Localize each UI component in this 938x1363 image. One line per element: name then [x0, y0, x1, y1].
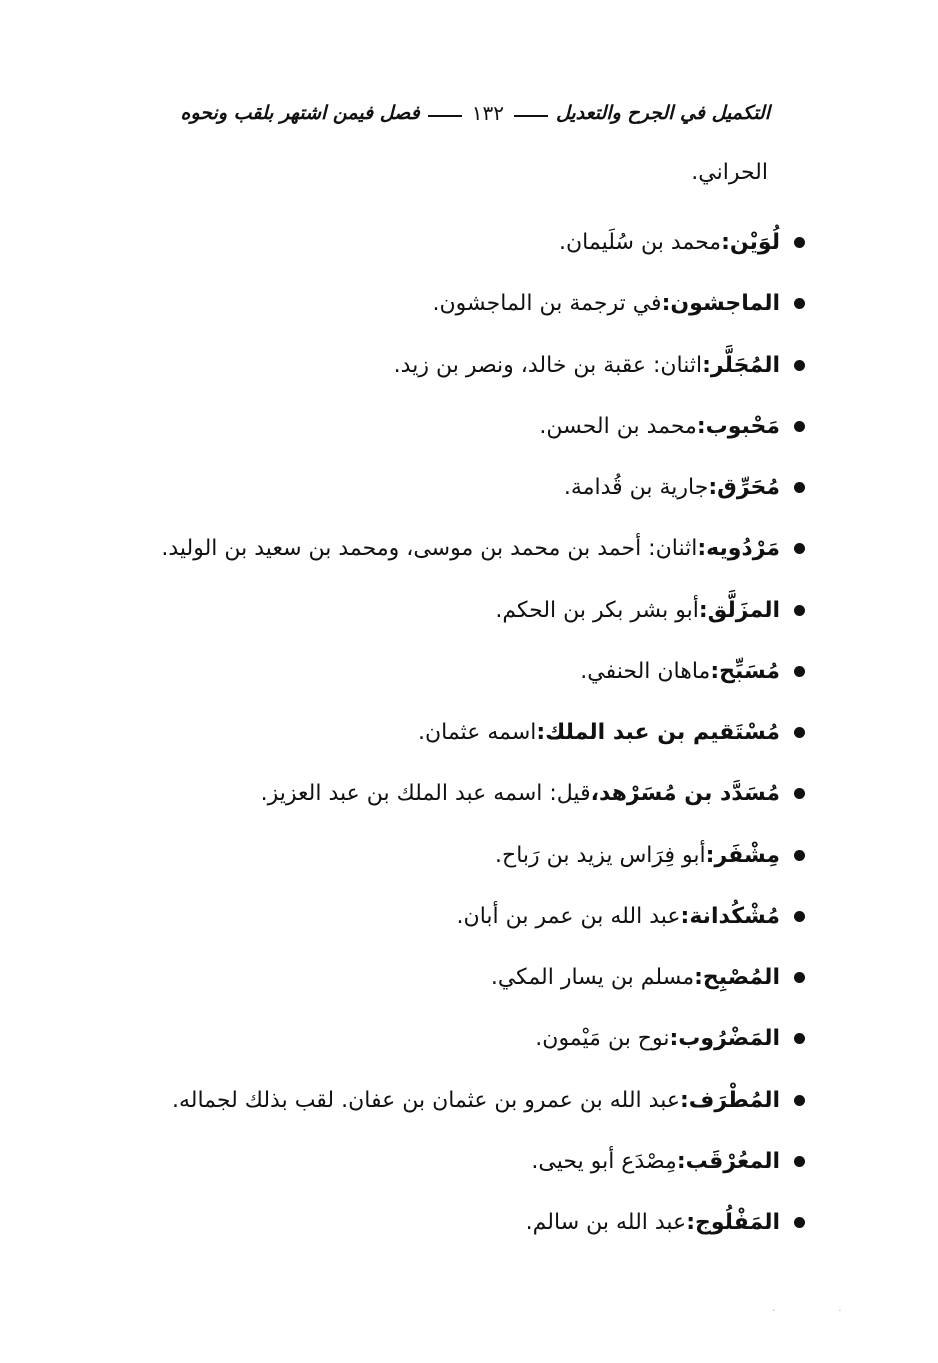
bullet-icon — [794, 237, 805, 248]
list-item — [0, 1070, 938, 1131]
list-item — [0, 702, 938, 763]
entry-term: المُجَلَّر: — [702, 352, 780, 378]
entry-text: عبد الله بن عمر بن أبان. — [456, 903, 681, 929]
entry-text: أبو بشر بكر بن الحكم. — [495, 597, 699, 623]
entry-term: مُسَبِّح: — [710, 658, 780, 684]
entry-term: المزَلَّق: — [698, 597, 780, 623]
list-item — [0, 947, 938, 1008]
entry-text: عبد الله بن عمرو بن عثمان بن عفان. لقب بذلك لجماله. — [171, 1087, 680, 1113]
entry-term: الماجشون: — [661, 291, 780, 317]
continuation-text: الحراني. — [691, 160, 768, 185]
section-title: فصل فيمن اشتهر بلقب ونحوه — [180, 102, 420, 124]
entry-term: مُحَرِّق: — [708, 475, 780, 501]
entry-text: اسمه عثمان. — [417, 720, 537, 746]
book-title: التكميل في الجرح والتعديل — [555, 102, 770, 124]
scan-specks: · · — [772, 1306, 872, 1317]
list-item — [0, 825, 938, 886]
entry-text: ماهان الحنفي. — [580, 658, 711, 684]
entry-term: مُشْكُدانة: — [680, 903, 780, 929]
entry-text: قيل: اسمه عبد الملك بن عبد العزيز. — [260, 781, 591, 807]
entry-term: المُطْرَف: — [679, 1087, 780, 1113]
entry-text: مسلم بن يسار المكي. — [490, 965, 695, 991]
entry-term: مُسْتَقيم بن عبد الملك: — [536, 720, 780, 746]
bullet-icon — [794, 666, 805, 677]
bullet-icon — [794, 972, 805, 983]
bullet-icon — [794, 1033, 805, 1044]
entry-text: محمد بن سُلَيمان. — [559, 230, 722, 256]
entry-text: محمد بن الحسن. — [539, 413, 697, 439]
entry-term: المُصْبِح: — [694, 965, 780, 991]
entry-text: اثنان: أحمد بن محمد بن موسى، ومحمد بن سعيد بن الوليد. — [161, 536, 698, 562]
entry-term: مَرْدُويه: — [697, 536, 780, 562]
header-dash — [428, 115, 462, 117]
bullet-icon — [794, 1217, 805, 1228]
entry-term: لُوَيْن: — [721, 230, 780, 256]
bullet-icon — [794, 605, 805, 616]
entry-text: نوح بن مَيْمون. — [535, 1026, 670, 1052]
header-dash — [514, 115, 548, 117]
list-item — [0, 1131, 938, 1192]
list-item — [0, 763, 938, 824]
bullet-icon — [794, 850, 805, 861]
bullet-icon — [794, 543, 805, 554]
list-item — [0, 396, 938, 457]
bullet-icon — [794, 727, 805, 738]
bullet-icon — [794, 788, 805, 799]
entry-text: مِصْدَع أبو يحيى. — [531, 1148, 677, 1174]
bullet-icon — [794, 1095, 805, 1106]
entry-text: أبو فِرَاس يزيد بن رَباح. — [495, 842, 706, 868]
list-item — [0, 886, 938, 947]
page-number: ١٣٢ — [471, 101, 504, 125]
list-item — [0, 457, 938, 518]
entry-text: في ترجمة بن الماجشون. — [432, 291, 662, 317]
list-item — [0, 1008, 938, 1069]
list-item — [0, 518, 938, 579]
entry-term: مِشْفَر: — [705, 842, 780, 868]
bullet-icon — [794, 911, 805, 922]
bullet-icon — [794, 421, 805, 432]
entry-text: اثنان: عقبة بن خالد، ونصر بن زيد. — [393, 352, 703, 378]
entry-term: مُسَدَّد بن مُسَرْهد، — [590, 781, 780, 807]
bullet-icon — [794, 360, 805, 371]
list-item — [0, 1192, 938, 1253]
entry-term: المعُرْقَب: — [676, 1148, 780, 1174]
entry-term: المَفْلُوج: — [686, 1210, 780, 1236]
entry-term: المَضْرُوب: — [669, 1026, 780, 1052]
entry-text: عبد الله بن سالم. — [525, 1210, 687, 1236]
entry-term: مَحْبوب: — [696, 413, 780, 439]
entry-list — [0, 212, 938, 1253]
bullet-icon — [794, 1156, 805, 1167]
running-header — [145, 96, 770, 130]
list-item — [0, 335, 938, 396]
list-item — [0, 641, 938, 702]
bullet-icon — [794, 298, 805, 309]
list-item — [0, 580, 938, 641]
entry-text: جارية بن قُدامة. — [563, 475, 709, 501]
list-item — [0, 273, 938, 334]
list-item — [0, 212, 938, 273]
bullet-icon — [794, 482, 805, 493]
